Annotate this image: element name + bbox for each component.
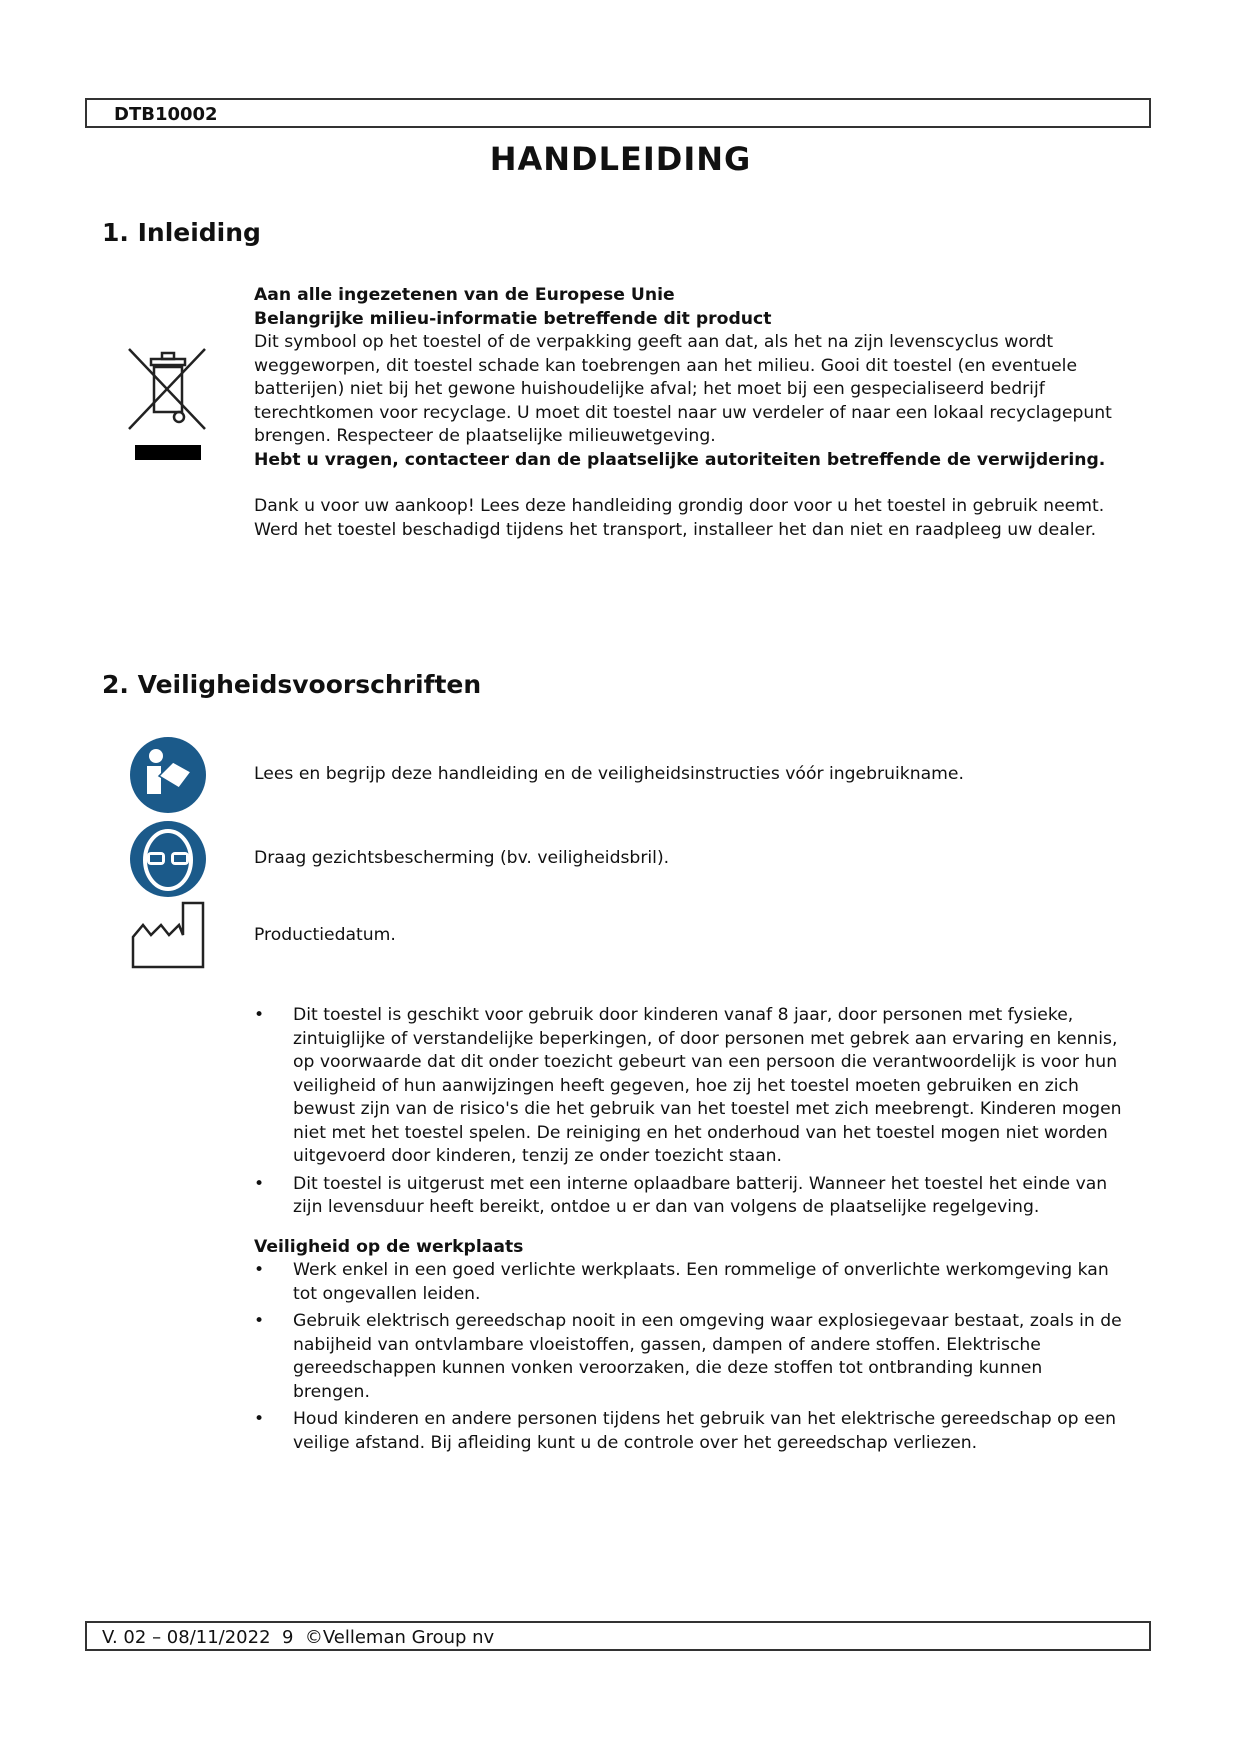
env-info-body: Dit symbool op het toestel of de verpakking geeft aan dat, als het na zijn levenscyclus wordt weggeworpen, dit toestel schade kan toebrengen aan het milieu. Gooi dit toestel (en eventuele batterijen) niet bij het gewone huishoudelijke afval; het moet bij een gespecialiseerd bedrijf terechtkomen voor recyclage. U moet dit toestel naar uw verdeler of naar een lokaal recyclagepunt brengen. Respecteer de plaatselijke milieuwetgeving.	[254, 332, 1112, 446]
thanks-paragraph: Dank u voor uw aankoop! Lees deze handleiding grondig door voor u het toestel in gebruik neemt. Werd het toestel beschadigd tijdens het transport, installeer het dan niet en raadpleeg uw dealer.	[254, 496, 1105, 540]
symbol-text-2: Draag gezichtsbescherming (bv. veiligheidsbril).	[254, 848, 670, 868]
eye-protection-icon	[129, 820, 207, 898]
workplace-heading: Veiligheid op de werkplaats	[254, 1236, 524, 1257]
bullet-item: • Werk enkel in een goed verlichte werkplaats. Een rommelige of onverlichte werkomgeving kan tot ongevallen leiden.	[254, 1259, 1124, 1306]
section-heading-veiligheid: 2. Veiligheidsvoorschriften	[102, 670, 482, 699]
footer-box	[85, 1621, 1151, 1651]
section1-text	[254, 284, 1134, 542]
factory-icon	[131, 901, 207, 969]
bullet-item: • Houd kinderen en andere personen tijdens het gebruik van het elektrische gereedschap op een veilige afstand. Bij afleiding kunt u de controle over het gereedschap verliezen.	[254, 1408, 1124, 1455]
eu-heading: Aan alle ingezetenen van de Europese Unie	[254, 285, 675, 305]
section-heading-inleiding: 1. Inleiding	[102, 218, 261, 247]
bullet-item: • Dit toestel is uitgerust met een interne oplaadbare batterij. Wanneer het toestel het einde van zijn levensduur heeft bereikt, ontdoe u er dan van volgens de plaatselijke regelgeving.	[254, 1173, 1124, 1220]
read-manual-icon	[129, 736, 207, 814]
page-title: HANDLEIDING	[489, 140, 752, 178]
footer-text: V. 02 – 08/11/2022 9 ©Velleman Group nv	[102, 1627, 495, 1648]
header-box	[85, 98, 1151, 128]
product-code: DTB10002	[114, 104, 218, 125]
bullet-item: • Gebruik elektrisch gereedschap nooit in een omgeving waar explosiegevaar bestaat, zoals in de nabijheid van ontvlambare vloeistoffen, gassen, dampen of andere stoffen. Elektrische gereedschappen kunnen vonken veroorzaken, die deze stoffen tot ontbranding kunnen brengen.	[254, 1310, 1124, 1404]
symbol-text-1: Lees en begrijp deze handleiding en de veiligheidsinstructies vóór ingebruikname.	[254, 764, 964, 784]
bullet-item: • Dit toestel is geschikt voor gebruik door kinderen vanaf 8 jaar, door personen met fysieke, zintuiglijke of verstandelijke beperkingen, of door personen met gebrek aan ervaring en kennis, op voorwaarde dat dit onder toezicht gebeurt van een persoon die verantwoordelijk is voor hun veiligheid of hun aanwijzingen heeft gegeven, hoe zij het toestel moeten gebruiken en zich bewust zijn van de risico's die het gebruik van het toestel met zich meebrengt. Kinderen mogen niet met het toestel spelen. De reiniging en het onderhoud van het toestel mogen niet worden uitgevoerd door kinderen, tenzij ze onder toezicht staan.	[254, 1004, 1124, 1169]
env-info-heading: Belangrijke milieu-informatie betreffende dit product	[254, 308, 772, 329]
symbol-text-3: Productiedatum.	[254, 925, 396, 945]
weee-bin-icon	[127, 345, 209, 465]
safety-bullets	[254, 1004, 1124, 1459]
contact-note: Hebt u vragen, contacteer dan de plaatselijke autoriteiten betreffende de verwijdering.	[254, 449, 1106, 470]
